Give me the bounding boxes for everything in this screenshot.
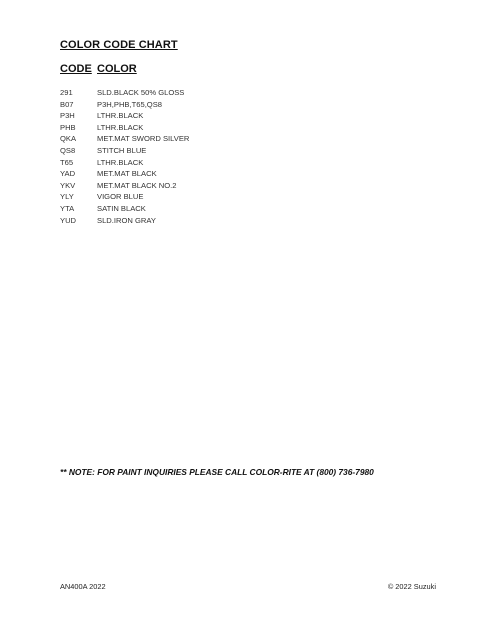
paint-inquiry-note: ** NOTE: FOR PAINT INQUIRIES PLEASE CALL COLOR-RITE AT (800) 736-7980 — [60, 467, 374, 477]
row-code: YTA — [60, 203, 75, 213]
row-color: MET.MAT BLACK — [97, 169, 157, 179]
row-code: YLY — [60, 192, 74, 202]
row-color: STITCH BLUE — [97, 145, 147, 155]
row-color: VIGOR BLUE — [97, 192, 144, 202]
row-code: YUD — [60, 215, 77, 225]
column-header-code: CODE — [60, 63, 92, 75]
row-code: P3H — [60, 111, 75, 121]
column-header-color: COLOR — [97, 63, 137, 75]
row-color: MET.MAT BLACK NO.2 — [97, 180, 177, 190]
row-code: 291 — [60, 88, 73, 97]
row-code: PHB — [60, 122, 76, 132]
page-title: COLOR CODE CHART — [60, 39, 178, 51]
row-code: YAD — [60, 169, 76, 179]
row-color: LTHR.BLACK — [97, 111, 144, 121]
row-code: B07 — [60, 99, 74, 109]
row-color: MET.MAT SWORD SILVER — [97, 134, 190, 144]
row-color: SLD.IRON GRAY — [97, 215, 156, 225]
row-color: SATIN BLACK — [97, 203, 146, 213]
row-code: YKV — [60, 180, 76, 190]
row-color: SLD.BLACK 50% GLOSS — [97, 88, 185, 97]
row-code: QS8 — [60, 145, 76, 155]
row-color: P3H,PHB,T65,QS8 — [97, 99, 162, 109]
row-code: T65 — [60, 157, 74, 167]
row-code: QKA — [60, 134, 77, 144]
row-color: LTHR.BLACK — [97, 157, 144, 167]
row-color: LTHR.BLACK — [97, 122, 144, 132]
footer-model-year: AN400A 2022 — [60, 582, 106, 591]
footer-copyright: © 2022 Suzuki — [387, 582, 436, 591]
